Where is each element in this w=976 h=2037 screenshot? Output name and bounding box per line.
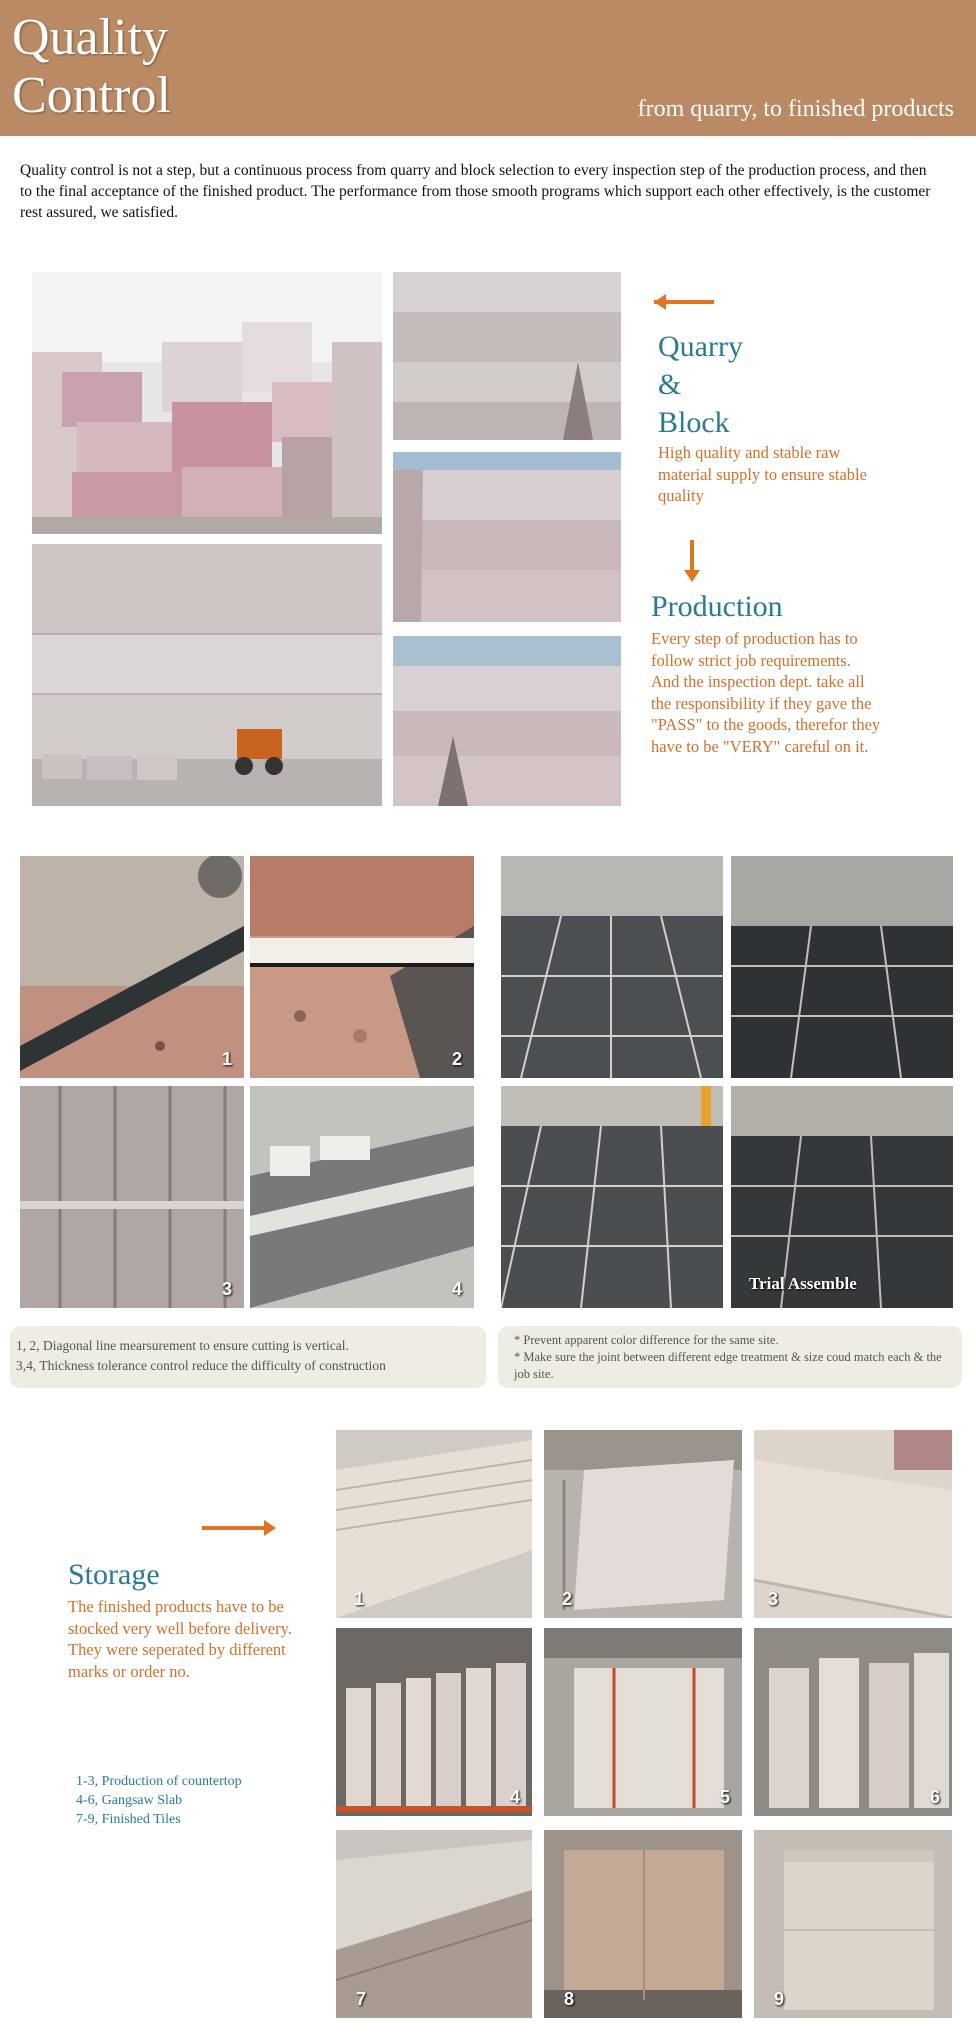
page-title-line1: Quality — [12, 9, 168, 66]
photo-number: 2 — [451, 1049, 462, 1069]
storage-legend-1: 1-3, Production of countertop — [76, 1774, 242, 1789]
measurement-note-line2: 3,4, Thickness tolerance control reduce the difficulty of construction — [16, 1358, 386, 1373]
storage-description: The finished products have to be stocked very well before delivery. They were seperated by different marks or order no. — [68, 1597, 292, 1681]
storage-photo-9 — [754, 1830, 952, 2018]
quarry-description: High quality and stable raw material supply to ensure stable quality — [658, 443, 867, 505]
storage-photo-7 — [336, 1830, 532, 2018]
storage-photo-4 — [336, 1628, 532, 1816]
photo-number: 9 — [774, 1989, 785, 2009]
photo-number: 6 — [929, 1787, 940, 1807]
measurement-note-line1: 1, 2, Diagonal line mearsurement to ensure cutting is vertical. — [16, 1338, 349, 1353]
trial-note — [498, 1326, 962, 1388]
photo-number: 2 — [562, 1589, 573, 1609]
right-arrowhead-icon — [264, 1520, 276, 1536]
photo-number: 3 — [221, 1279, 232, 1299]
measurement-photo-2 — [250, 856, 474, 1078]
down-arrow-icon — [690, 540, 694, 574]
storage-photo-1 — [336, 1430, 532, 1618]
trial-assemble-photo-3 — [501, 1086, 723, 1308]
quarry-heading-line2: & — [658, 368, 682, 401]
page-subtitle: from quarry, to finished products — [637, 96, 954, 122]
trial-note-line2: * Make sure the joint between different edge treatment & size coud match each & the job site. — [514, 1350, 942, 1381]
storage-photo-6 — [754, 1628, 952, 1816]
photo-number: 5 — [719, 1787, 730, 1807]
photo-number: 4 — [509, 1787, 520, 1807]
right-arrow-icon — [202, 1526, 266, 1530]
trial-assemble-photo-4 — [731, 1086, 953, 1308]
measurement-photo-1 — [20, 856, 244, 1078]
storage-photo-3 — [754, 1430, 952, 1618]
production-heading: Production — [651, 590, 783, 623]
left-arrowhead-icon — [654, 294, 666, 310]
photo-number: 1 — [354, 1589, 365, 1609]
trial-assemble-photo-1 — [501, 856, 723, 1078]
trial-assemble-label: Trial Assemble — [749, 1274, 857, 1293]
quarry-heading-line1: Quarry — [658, 330, 743, 363]
production-description: Every step of production has to follow strict job requirements. And the inspection dept. take all the responsibility if they gave the "PASS" to the goods, therefor they have to be "VERY" careful on it. — [651, 629, 881, 756]
intro-paragraph: Quality control is not a step, but a continuous process from quarry and block selection to every inspection step of the production process, and then to the final acceptance of the finished product. The performance from those smooth programs which support each other effectively, is the customer rest assured, we satisfied. — [20, 162, 931, 221]
photo-number: 7 — [356, 1989, 367, 2009]
photo-number: 4 — [451, 1279, 462, 1299]
storage-legend-3: 7-9, Finished Tiles — [76, 1812, 181, 1827]
down-arrowhead-icon — [684, 570, 700, 582]
measurement-photo-3 — [20, 1086, 244, 1308]
photo-number: 1 — [221, 1049, 232, 1069]
trial-assemble-photo-2 — [731, 856, 953, 1078]
photo-number: 3 — [768, 1589, 779, 1609]
quarry-wall-photo-3 — [393, 636, 621, 806]
quarry-blocks-photo — [32, 272, 382, 534]
page-title-line2: Control — [12, 67, 171, 124]
storage-heading: Storage — [68, 1558, 160, 1591]
quarry-heading-line3: Block — [658, 406, 730, 439]
quarry-face-loader-photo — [32, 544, 382, 806]
storage-legend-2: 4-6, Gangsaw Slab — [76, 1793, 183, 1808]
storage-photo-2 — [544, 1430, 742, 1618]
quarry-wall-photo-2 — [393, 452, 621, 622]
storage-photo-8 — [544, 1830, 742, 2018]
measurement-note — [10, 1326, 486, 1388]
measurement-photo-4 — [250, 1086, 474, 1308]
quarry-wall-photo-1 — [393, 272, 621, 440]
storage-photo-5 — [544, 1628, 742, 1816]
photo-number: 8 — [564, 1989, 575, 2009]
trial-note-line1: * Prevent apparent color difference for the same site. — [514, 1333, 779, 1347]
